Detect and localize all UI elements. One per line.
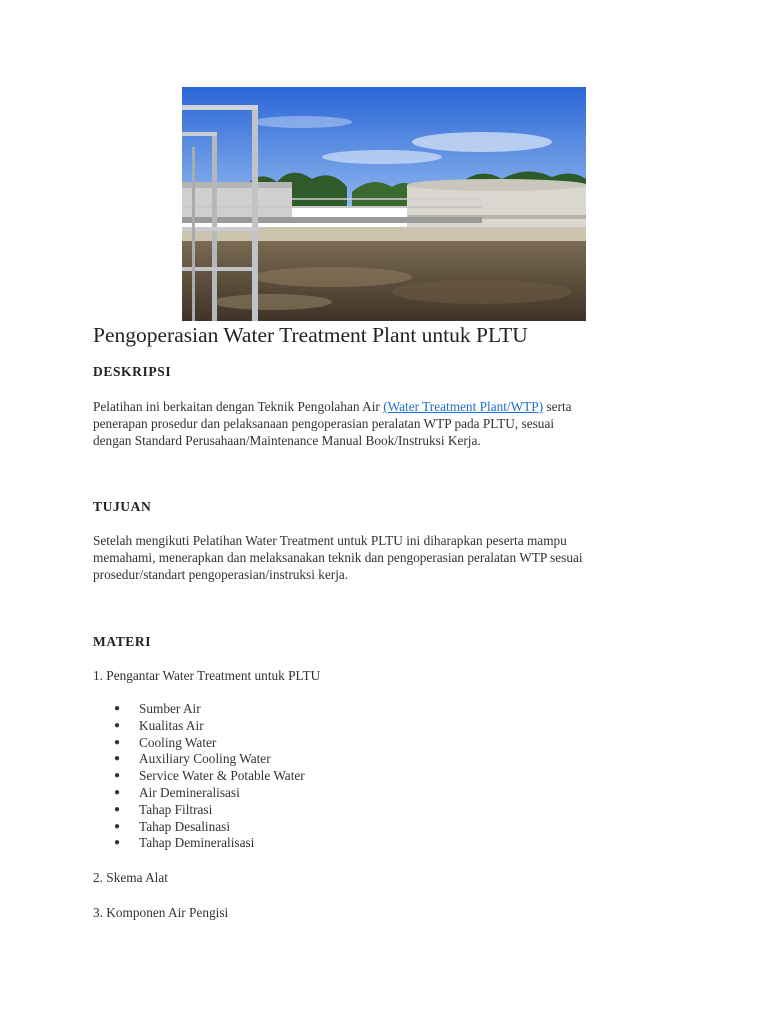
list-item — [112, 718, 305, 735]
list-item-label: Tahap Desalinasi — [139, 818, 231, 834]
list-item — [112, 835, 305, 852]
tujuan-heading: TUJUAN — [93, 499, 152, 514]
deskripsi-text-before-link: Pelatihan ini berkaitan dengan Teknik Pengolahan Air — [93, 399, 384, 414]
list-item — [112, 701, 305, 718]
list-item — [112, 768, 305, 785]
deskripsi-paragraph — [93, 398, 683, 449]
list-item-label: Kualitas Air — [139, 717, 204, 733]
bullet-icon: ● — [114, 770, 121, 782]
tujuan-line-2: memahami, menerapkan dan melaksanakan teknik dan pengoperasian peralatan WTP sesuai — [93, 550, 583, 565]
bullet-icon: ● — [114, 837, 121, 849]
list-item-label: Tahap Filtrasi — [139, 801, 213, 817]
materi-item-3: 3. Komponen Air Pengisi — [93, 905, 229, 920]
materi-item-2: 2. Skema Alat — [93, 870, 168, 885]
list-item-label: Tahap Demineralisasi — [139, 835, 255, 851]
bullet-icon: ● — [114, 803, 121, 815]
bullet-icon: ● — [114, 786, 121, 798]
tujuan-paragraph — [93, 532, 683, 583]
bullet-icon: ● — [114, 703, 121, 714]
materi-bullet-list — [112, 701, 305, 852]
deskripsi-line-1 — [93, 398, 683, 415]
bullet-icon: ● — [114, 753, 121, 765]
list-item — [112, 735, 305, 752]
bullet-icon: ● — [114, 736, 121, 748]
list-item-label: Cooling Water — [139, 734, 217, 750]
bullet-icon: ● — [114, 820, 121, 832]
water-treatment-plant-image — [182, 87, 586, 321]
page-title: Pengoperasian Water Treatment Plant untuk PLTU — [93, 323, 528, 347]
deskripsi-line-2: penerapan prosedur dan pelaksanaan pengoperasian peralatan WTP pada PLTU, sesuai — [93, 416, 555, 431]
plant-photo-icon — [182, 87, 586, 321]
deskripsi-line-3: dengan Standard Perusahaan/Maintenance Manual Book/Instruksi Kerja. — [93, 433, 481, 448]
tujuan-line-3: prosedur/standart pengoperasian/instruksi kerja. — [93, 567, 349, 582]
deskripsi-heading: DESKRIPSI — [93, 364, 172, 379]
deskripsi-text-after-link: serta — [543, 399, 572, 414]
list-item — [112, 819, 305, 836]
list-item — [112, 785, 305, 802]
list-item-label: Service Water & Potable Water — [139, 768, 305, 784]
list-item — [112, 751, 305, 768]
bullet-icon: ● — [114, 719, 121, 731]
tujuan-line-1: Setelah mengikuti Pelatihan Water Treatment untuk PLTU ini diharapkan peserta mampu — [93, 533, 567, 548]
materi-heading: MATERI — [93, 634, 152, 649]
list-item — [112, 802, 305, 819]
list-item-label: Auxiliary Cooling Water — [139, 751, 271, 767]
wtp-link[interactable]: (Water Treatment Plant/WTP) — [383, 399, 544, 414]
materi-item-1: 1. Pengantar Water Treatment untuk PLTU — [93, 668, 321, 683]
list-item-label: Sumber Air — [139, 701, 201, 716]
list-item-label: Air Demineralisasi — [139, 784, 240, 800]
